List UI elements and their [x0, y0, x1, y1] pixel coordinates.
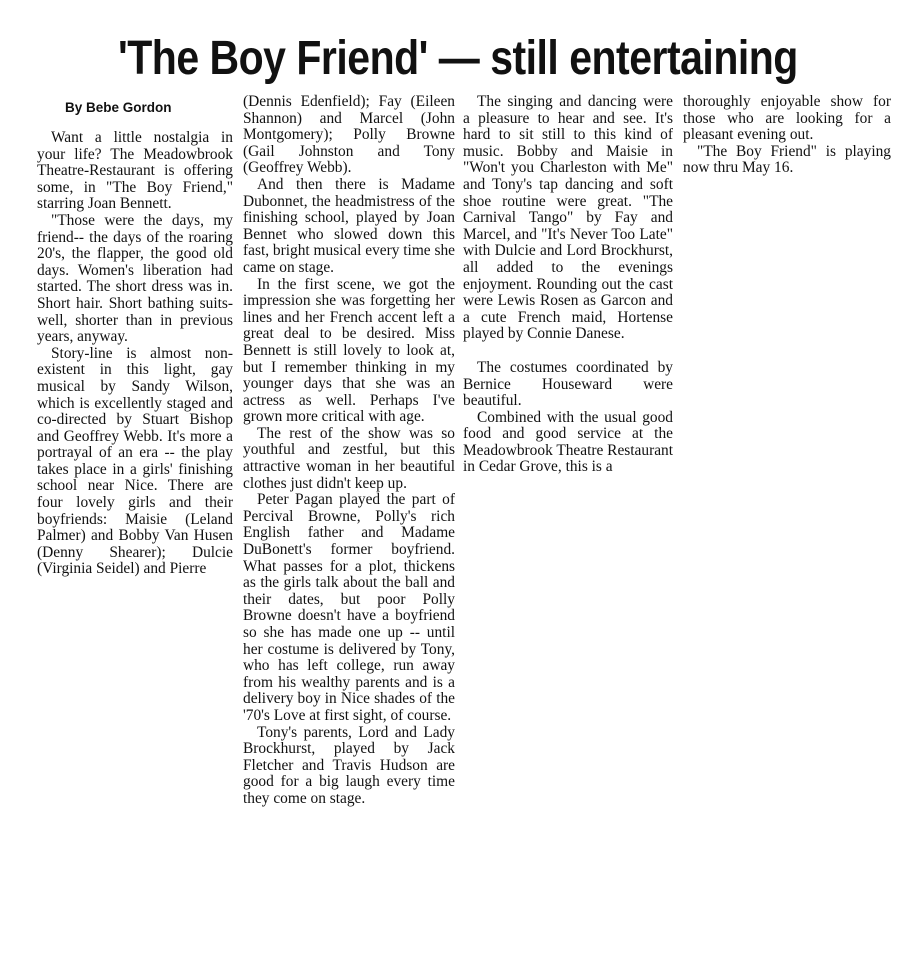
byline: By Bebe Gordon [65, 100, 172, 115]
paragraph: The singing and dancing were a pleasure to hear and see. It's hard to sit still to this kind of music. Bobby and Maisie in "Won't you Charleston with Me" and Tony's tap dancing and soft shoe routine were great. "The Carnival Tango" by Fay and Marcel, and "It's Never Too Late" with Dulcie and Lord Brockhurst, all added to the evenings enjoyment. Rounding out the cast were Lewis Rosen as Garcon and a cute French maid, Hortense played by Connie Danese. [463, 93, 673, 343]
article-column-3 [463, 94, 673, 476]
paragraph: In the first scene, we got the impression she was forgetting her lines and her French accent left a great deal to be desired. Miss Bennett is still lovely to look at, but I remember thinking in my younger days that she was an actress as well. Perhaps I've grown more critical with age. [243, 275, 455, 426]
paragraph: "The Boy Friend" is playing now thru May 16. [683, 142, 891, 177]
paragraph: Peter Pagan played the part of Percival Browne, Polly's rich English father and Madame DuBonett's former boyfriend. What passes for a plot, thickens as the girls talk about the ball and their dates, but poor Polly Browne doesn't have a boyfriend so she has made one up -- until her costume is delivered by Tony, who has left college, run away from his wealthy parents and is a delivery boy in Nice shades of the '70's Love at first sight, of course. [243, 491, 455, 724]
paragraph: And then there is Madame Dubonnet, the headmistress of the finishing school, played by Joan Bennet who slowed down this fast, bright musical every time she came on stage. [243, 175, 455, 276]
paragraph: Want a little nostalgia in your life? The Meadowbrook Theatre-Restaurant is offering some, in "The Boy Friend," starring Joan Bennett. [37, 129, 233, 213]
headline: 'The Boy Friend' — still entertaining [118, 30, 798, 85]
paragraph: Tony's parents, Lord and Lady Brockhurst, played by Jack Fletcher and Travis Hudson are good for a big laugh every time they come on stage. [243, 723, 455, 807]
paragraph: "Those were the days, my friend-- the days of the roaring 20's, the flapper, the good old days. Women's liberation had started. The short dress was in. Short hair. Short bathing suits-well, shorter than in previous years, anyway. [37, 211, 233, 346]
paragraph: (Dennis Edenfield); Fay (Eileen Shannon) and Marcel (John Montgomery); Polly Browne (Gail Johnston and Tony (Geoffrey Webb). [243, 93, 455, 177]
article-column-4 [683, 94, 891, 177]
paragraph: thoroughly enjoyable show for those who are looking for a pleasant evening out. [683, 93, 891, 144]
article-column-1 [37, 94, 233, 578]
paragraph: The rest of the show was so youthful and zestful, but this attractive woman in her beautiful clothes just didn't keep up. [243, 424, 455, 492]
article-column-2 [243, 94, 455, 808]
paragraph: Story-line is almost non-existent in this light, gay musical by Sandy Wilson, which is excellently staged and co-directed by Stuart Bishop and Geoffrey Webb. It's more a portrayal of an era -- the play takes place in a girls' finishing school near Nice. There are four lovely girls and their boyfriends: Maisie (Leland Palmer) and Bobby Van Husen (Denny Shearer); Dulcie (Virginia Seidel) and Pierre [37, 344, 233, 578]
paragraph: The costumes coordinated by Bernice Houseward were beautiful. [463, 358, 673, 410]
paragraph: Combined with the usual good food and good service at the Meadowbrook Theatre Restaurant in Cedar Grove, this is a [463, 408, 673, 476]
